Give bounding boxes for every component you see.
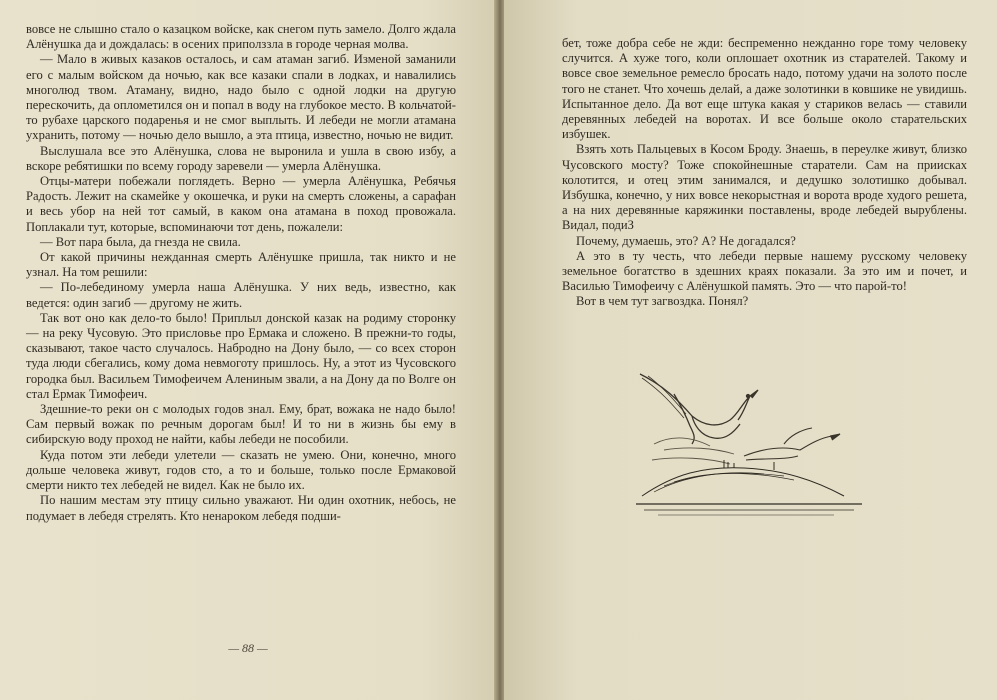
left-page-paragraph: Отцы-матери побежали поглядеть. Верно — умерла Алёнушка, Ребячья Радость. Лежит на скамейке у окошечка, и руки на смерть сложены, а сарафан и весь убор на ней тот самый, в каком она атамана в поход провожала. Поплакали тут, которые, вспоминаючи тот день, пожалели: <box>26 174 456 234</box>
right-page-paragraph: Почему, думаешь, это? А? Не догадался? <box>576 233 796 248</box>
left-page <box>0 0 496 700</box>
flying-swan-icon <box>640 374 758 444</box>
right-page-paragraph: бет, тоже добра себе не жди: беспременно нежданно горе тому человеку случится. А хуже того, коли оплошает охотник из старателей. Такому и вовсе свое земельное ремесло бросать надо, потому удачи на золото после того не станет. Что хочешь делай, а даже золотинки в ковшике не увидишь. Испытанное дело. Да вот еще штука какая у стариков велась — ставили деревянных лебедей на воротах. И все больше около старательских избушек. <box>562 36 967 142</box>
left-page-paragraph: вовсе не слышно стало о казацком войске, как снегом путь замело. Долго ждала Алёнушка да и дождалась: в осених приполззла в городе черная молва. <box>26 22 456 52</box>
left-page-paragraph: Куда потом эти лебеди улетели — сказать не умею. Они, конечно, много дольше человека живут, годов сто, а то и больше, только после Ермаковой смерти никто тех лебедей не видел. Как не было их. <box>26 447 456 493</box>
left-page-paragraph: По нашим местам эту птицу сильно уважают. Ни один охотник, небось, не подумает в лебедя стрелять. Кто ненароком лебедя подши- <box>26 493 456 523</box>
right-page-paragraph: Взять хоть Пальцевых в Косом Броду. Знаешь, в переулке живут, близко Чусовского мосту? Тоже спокойнешные старатели. Сам на приисках колотится, и отец этим занимался, и дедушко золотишко добывал. Избушка, конечно, у них вовсе некорыстная и ворота вроде худого решета, а на них деревянные каряжинки поставлены, вроде лебедей вырублены. Видал, подиЗ <box>562 142 967 233</box>
left-page-paragraph: — Вот пара была, да гнезда не свила. <box>40 234 241 249</box>
left-page-paragraph: Так вот оно как дело-то было! Приплыл донской казак на родиму сторонку — на реку Чусовую. Это присловье про Ермака и сложено. В прежни-то годы, сказывают, такое часто случалось. Набродно на Дону было, — со всех сторон туда люди сбегались, кому дома невмоготу пришлось. Ну, а этот из Чусовского городка был. Васильем Тимофеичем Алениным звали, а на Дону да по Волге он стал Ермак Тимофеич. <box>26 310 456 401</box>
right-page-paragraph: А это в ту честь, что лебеди первые нашему русскому человеку земельное богатство в здешних краях показали. За это им и почет, и Василью Тимофеичу с Алёнушкой память. Это — что парой-то! <box>562 248 967 294</box>
swans-illustration <box>634 364 864 524</box>
right-page-text <box>562 36 967 310</box>
left-page-paragraph: — По-лебединому умерла наша Алёнушка. У них ведь, известно, как ведется: один загиб — другому не жить. <box>26 280 456 310</box>
right-page <box>504 0 997 700</box>
hill-landscape <box>636 460 862 515</box>
swan-icon <box>744 428 840 460</box>
left-page-text <box>26 22 456 524</box>
page-number: — 88 — <box>228 641 268 655</box>
left-page-paragraph: Здешние-то реки он с молодых годов знал. Ему, брат, вожака не надо было! Сам первый вожак по речным дорогам был! И то ни в жизнь бы ему в сибирскую воду проход не найти, кабы лебеди не пособили. <box>26 402 456 447</box>
right-page-paragraph: Вот в чем тут загвоздка. Понял? <box>576 294 749 309</box>
left-page-paragraph: — Мало в живых казаков осталось, и сам атаман загиб. Изменой заманили его с малым войском да ночью, как все казаки спали в лодках, и навалились многолюд твом. Атаману, видно, надо было с одной лодки на другую перескочить, да оплометился он и попал в воду на глубокое место. В кольчатой-то рубахе царского подаренья и не смог выплыть. И лебеди не могли атамана ухранить, потому — ночью дело вышло, а эта птица, известно, ночью не видит. <box>26 52 456 143</box>
left-page-paragraph: Выслушала все это Алёнушка, слова не выронила и ушла в свою избу, а вскоре ребятишки по всему городу заревели — умерла Алёнушка. <box>26 143 456 173</box>
left-page-paragraph: От какой причины нежданная смерть Алёнушке пришла, так никто и не узнал. На том решили: <box>26 250 456 280</box>
